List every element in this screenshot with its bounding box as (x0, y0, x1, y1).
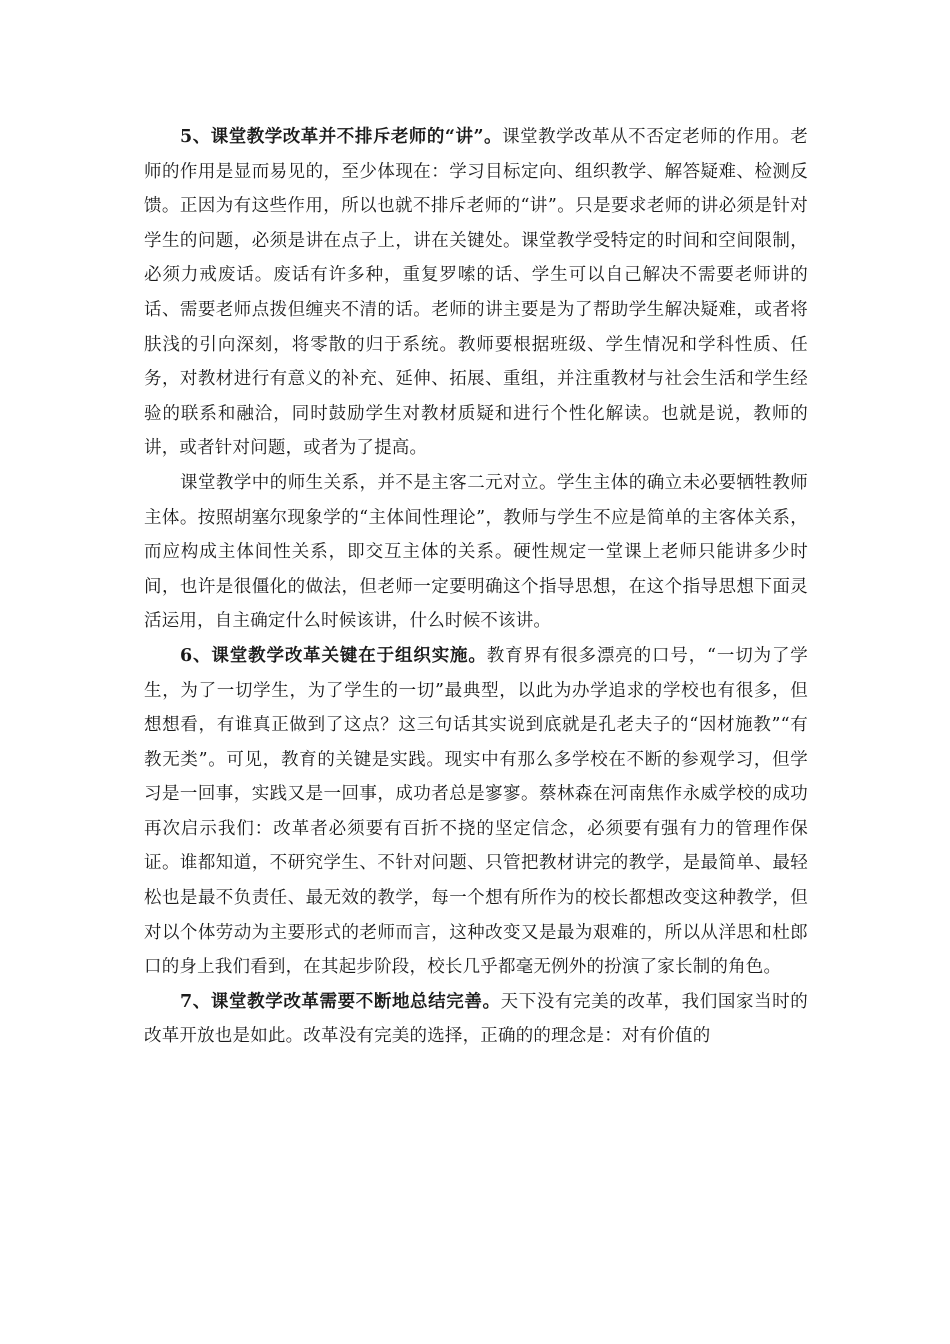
paragraph-body: 天下没有完美的改革，我们国家当时的改革开放也是如此。改革没有完美的选择，正确的的理念是：对有价值的 (144, 991, 808, 1047)
paragraph-body: 课堂教学改革从不否定老师的作用。老师的作用是显而易见的，至少体现在：学习目标定向、组织教学、解答疑难、检测反馈。正因为有这些作用，所以也就不排斥老师的“讲”。只是要求老师的讲必须是针对学生的问题，必须是讲在点子上，讲在关键处。课堂教学受特定的时间和空间限制，必须力戒废话。废话有许多种，重复罗嗦的话、学生可以自己解决不需要老师讲的话、需要老师点拨但缠夹不清的话。老师的讲主要是为了帮助学生解决疑难，或者将肤浅的引向深刻，将零散的归于系统。教师要根据班级、学生情况和学科性质、任务，对教材进行有意义的补充、延伸、拓展、重组，并注重教材与社会生活和学生经验的联系和融洽，同时鼓励学生对教材质疑和进行个性化解读。也就是说，教师的讲，或者针对问题，或者为了提高。 (144, 127, 808, 459)
paragraph-body: 课堂教学中的师生关系，并不是主客二元对立。学生主体的确立未必要牺牲教师主体。按照胡塞尔现象学的“主体间性理论”，教师与学生不应是简单的主客体关系，而应构成主体间性关系，即交互主体的关系。硬性规定一堂课上老师只能讲多少时间，也许是很僵化的做法，但老师一定要明确这个指导思想，在这个指导思想下面灵活运用，自主确定什么时候该讲，什么时候不该讲。 (144, 472, 808, 632)
paragraph-6 (144, 639, 808, 985)
paragraph-body: 教育界有很多漂亮的口号，“一切为了学生，为了一切学生，为了学生的一切”最典型，以此为办学追求的学校也有很多，但想想看，有谁真正做到了这点？这三句话其实说到底就是孔老夫子的“因材施教”“有教无类”。可见，教育的关键是实践。现实中有那么多学校在不断的参观学习，但学习是一回事，实践又是一回事，成功者总是寥寥。蔡林森在河南焦作永威学校的成功再次启示我们：改革者必须要有百折不挠的坚定信念，必须要有强有力的管理作保证。谁都知道，不研究学生、不针对问题、只管把教材讲完的教学，是最简单、最轻松也是最不负责任、最无效的教学，每一个想有所作为的校长都想改变这种教学，但对以个体劳动为主要形式的老师而言，这种改变又是最为艰难的，所以从洋思和杜郎口的身上我们看到，在其起步阶段，校长几乎都毫无例外的扮演了家长制的角色。 (144, 645, 808, 978)
paragraph-heading: 7、课堂教学改革需要不断地总结完善。 (180, 991, 501, 1012)
paragraph-7 (144, 985, 808, 1054)
paragraph-5 (144, 120, 808, 466)
paragraph-heading: 5、课堂教学改革并不排斥老师的“讲”。 (180, 127, 503, 147)
paragraph-teacher-student-relation (144, 466, 808, 639)
document-page (144, 120, 808, 1054)
paragraph-heading: 6、课堂教学改革关键在于组织实施。 (180, 645, 487, 666)
